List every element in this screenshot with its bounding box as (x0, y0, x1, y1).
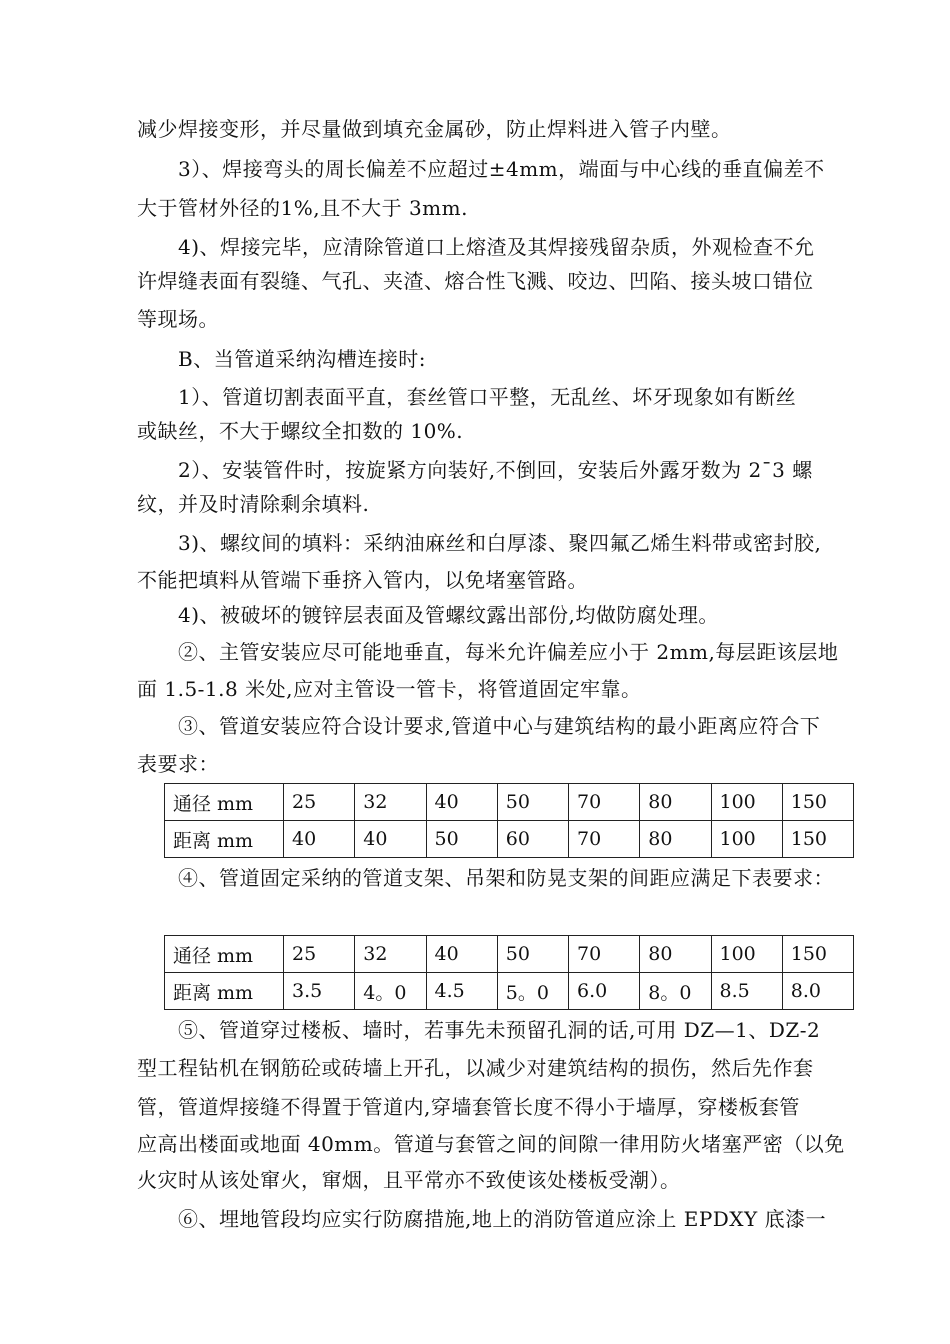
text-line: ③、管道安装应符合设计要求,管道中心与建筑结构的最小距离应符合下 (178, 714, 821, 738)
table-cell: 50 (497, 936, 568, 973)
table-cell: 150 (782, 784, 853, 821)
table-cell: 80 (640, 821, 711, 858)
text-line: 3)、螺纹间的填料：采纳油麻丝和白厚漆、聚四氟乙烯生料带或密封胶, (178, 531, 822, 555)
text-line: ④、管道固定采纳的管道支架、吊架和防晃支架的间距应满足下表要求： (178, 866, 834, 890)
text-line: 4)、被破坏的镀锌层表面及管螺纹露出部份,均做防腐处理。 (178, 603, 719, 627)
text-line: 管，管道焊接缝不得置于管道内,穿墙套管长度不得小于墙厚，穿楼板套管 (137, 1095, 800, 1119)
table-cell: 50 (426, 821, 497, 858)
table-cell: 70 (569, 936, 640, 973)
table-cell: 32 (355, 936, 426, 973)
table-row (165, 973, 854, 1010)
table-cell: 100 (711, 784, 782, 821)
table-cell: 距离 mm (165, 821, 284, 858)
table-cell: 70 (569, 784, 640, 821)
table-cell: 3.5 (284, 973, 355, 1010)
text-line: 或缺丝，不大于螺纹全扣数的 10%. (137, 419, 464, 443)
text-line: 表要求： (137, 752, 219, 776)
table-cell: 150 (782, 936, 853, 973)
table-cell: 8。0 (640, 973, 711, 1010)
table-cell: 距离 mm (165, 973, 284, 1010)
table-row (165, 784, 854, 821)
text-line: ⑤、管道穿过楼板、墙时，若事先未预留孔洞的话,可用 DZ—1、DZ-2 (178, 1018, 821, 1042)
text-line: 火灾时从该处窜火，窜烟，且平常亦不致使该处楼板受潮）。 (137, 1168, 681, 1192)
text-line: 等现场。 (137, 307, 219, 331)
table-cell: 80 (640, 936, 711, 973)
table-cell: 通径 mm (165, 784, 284, 821)
text-line: 应高出楼面或地面 40mm。管道与套管之间的间隙一律用防火堵塞严密（以免 (137, 1132, 845, 1156)
table-cell: 8.5 (711, 973, 782, 1010)
text-line: 许焊缝表面有裂缝、气孔、夹渣、熔合性飞溅、咬边、凹陷、接头坡口错位 (137, 269, 814, 293)
clearance-distance-table (164, 783, 854, 858)
text-line: 3）、焊接弯头的周长偏差不应超过±4mm，端面与中心线的垂直偏差不 (178, 157, 825, 181)
support-spacing-table (164, 935, 854, 1010)
table-cell: 25 (284, 784, 355, 821)
text-line: 1）、管道切割表面平直，套丝管口平整，无乱丝、坏牙现象如有断丝 (178, 385, 797, 409)
text-line: ②、主管安装应尽可能地垂直，每米允许偏差应小于 2mm,每层距该层地 (178, 640, 839, 664)
table-row (165, 821, 854, 858)
table-cell: 80 (640, 784, 711, 821)
table-cell: 150 (782, 821, 853, 858)
table-cell: 50 (497, 784, 568, 821)
text-line: 纹，并及时清除剩余填料. (137, 492, 370, 516)
text-line: 减少焊接变形，并尽量做到填充金属砂，防止焊料进入管子内壁。 (137, 117, 732, 141)
table-cell: 100 (711, 821, 782, 858)
text-line: 4)、焊接完毕，应清除管道口上熔渣及其焊接残留杂质，外观检查不允 (178, 235, 815, 259)
table-cell: 40 (355, 821, 426, 858)
table-cell: 40 (284, 821, 355, 858)
text-line: 型工程钻机在钢筋砼或砖墙上开孔，以减少对建筑结构的损伤，然后先作套 (137, 1056, 814, 1080)
table-cell: 4。0 (355, 973, 426, 1010)
table-cell: 100 (711, 936, 782, 973)
text-line: ⑥、埋地管段均应实行防腐措施,地上的消防管道应涂上 EPDXY 底漆一 (178, 1207, 827, 1231)
table-cell: 5。0 (497, 973, 568, 1010)
text-line: 大于管材外径的1%,且不大于 3mm. (137, 196, 468, 220)
table-cell: 40 (426, 936, 497, 973)
table-cell: 6.0 (569, 973, 640, 1010)
text-line: 不能把填料从管端下垂挤入管内，以免堵塞管路。 (137, 568, 588, 592)
text-line: 2）、安装管件时，按旋紧方向装好,不倒回，安装后外露牙数为 2¯3 螺 (178, 458, 813, 482)
table-row (165, 936, 854, 973)
table-cell: 通径 mm (165, 936, 284, 973)
table-cell: 70 (569, 821, 640, 858)
text-line: 面 1.5-1.8 米处,应对主管设一管卡，将管道固定牢靠。 (137, 677, 642, 701)
table-cell: 25 (284, 936, 355, 973)
table-cell: 4.5 (426, 973, 497, 1010)
table-cell: 60 (497, 821, 568, 858)
table-cell: 8.0 (782, 973, 853, 1010)
text-line: B、当管道采纳沟槽连接时: (178, 347, 426, 371)
table-cell: 32 (355, 784, 426, 821)
table-cell: 40 (426, 784, 497, 821)
